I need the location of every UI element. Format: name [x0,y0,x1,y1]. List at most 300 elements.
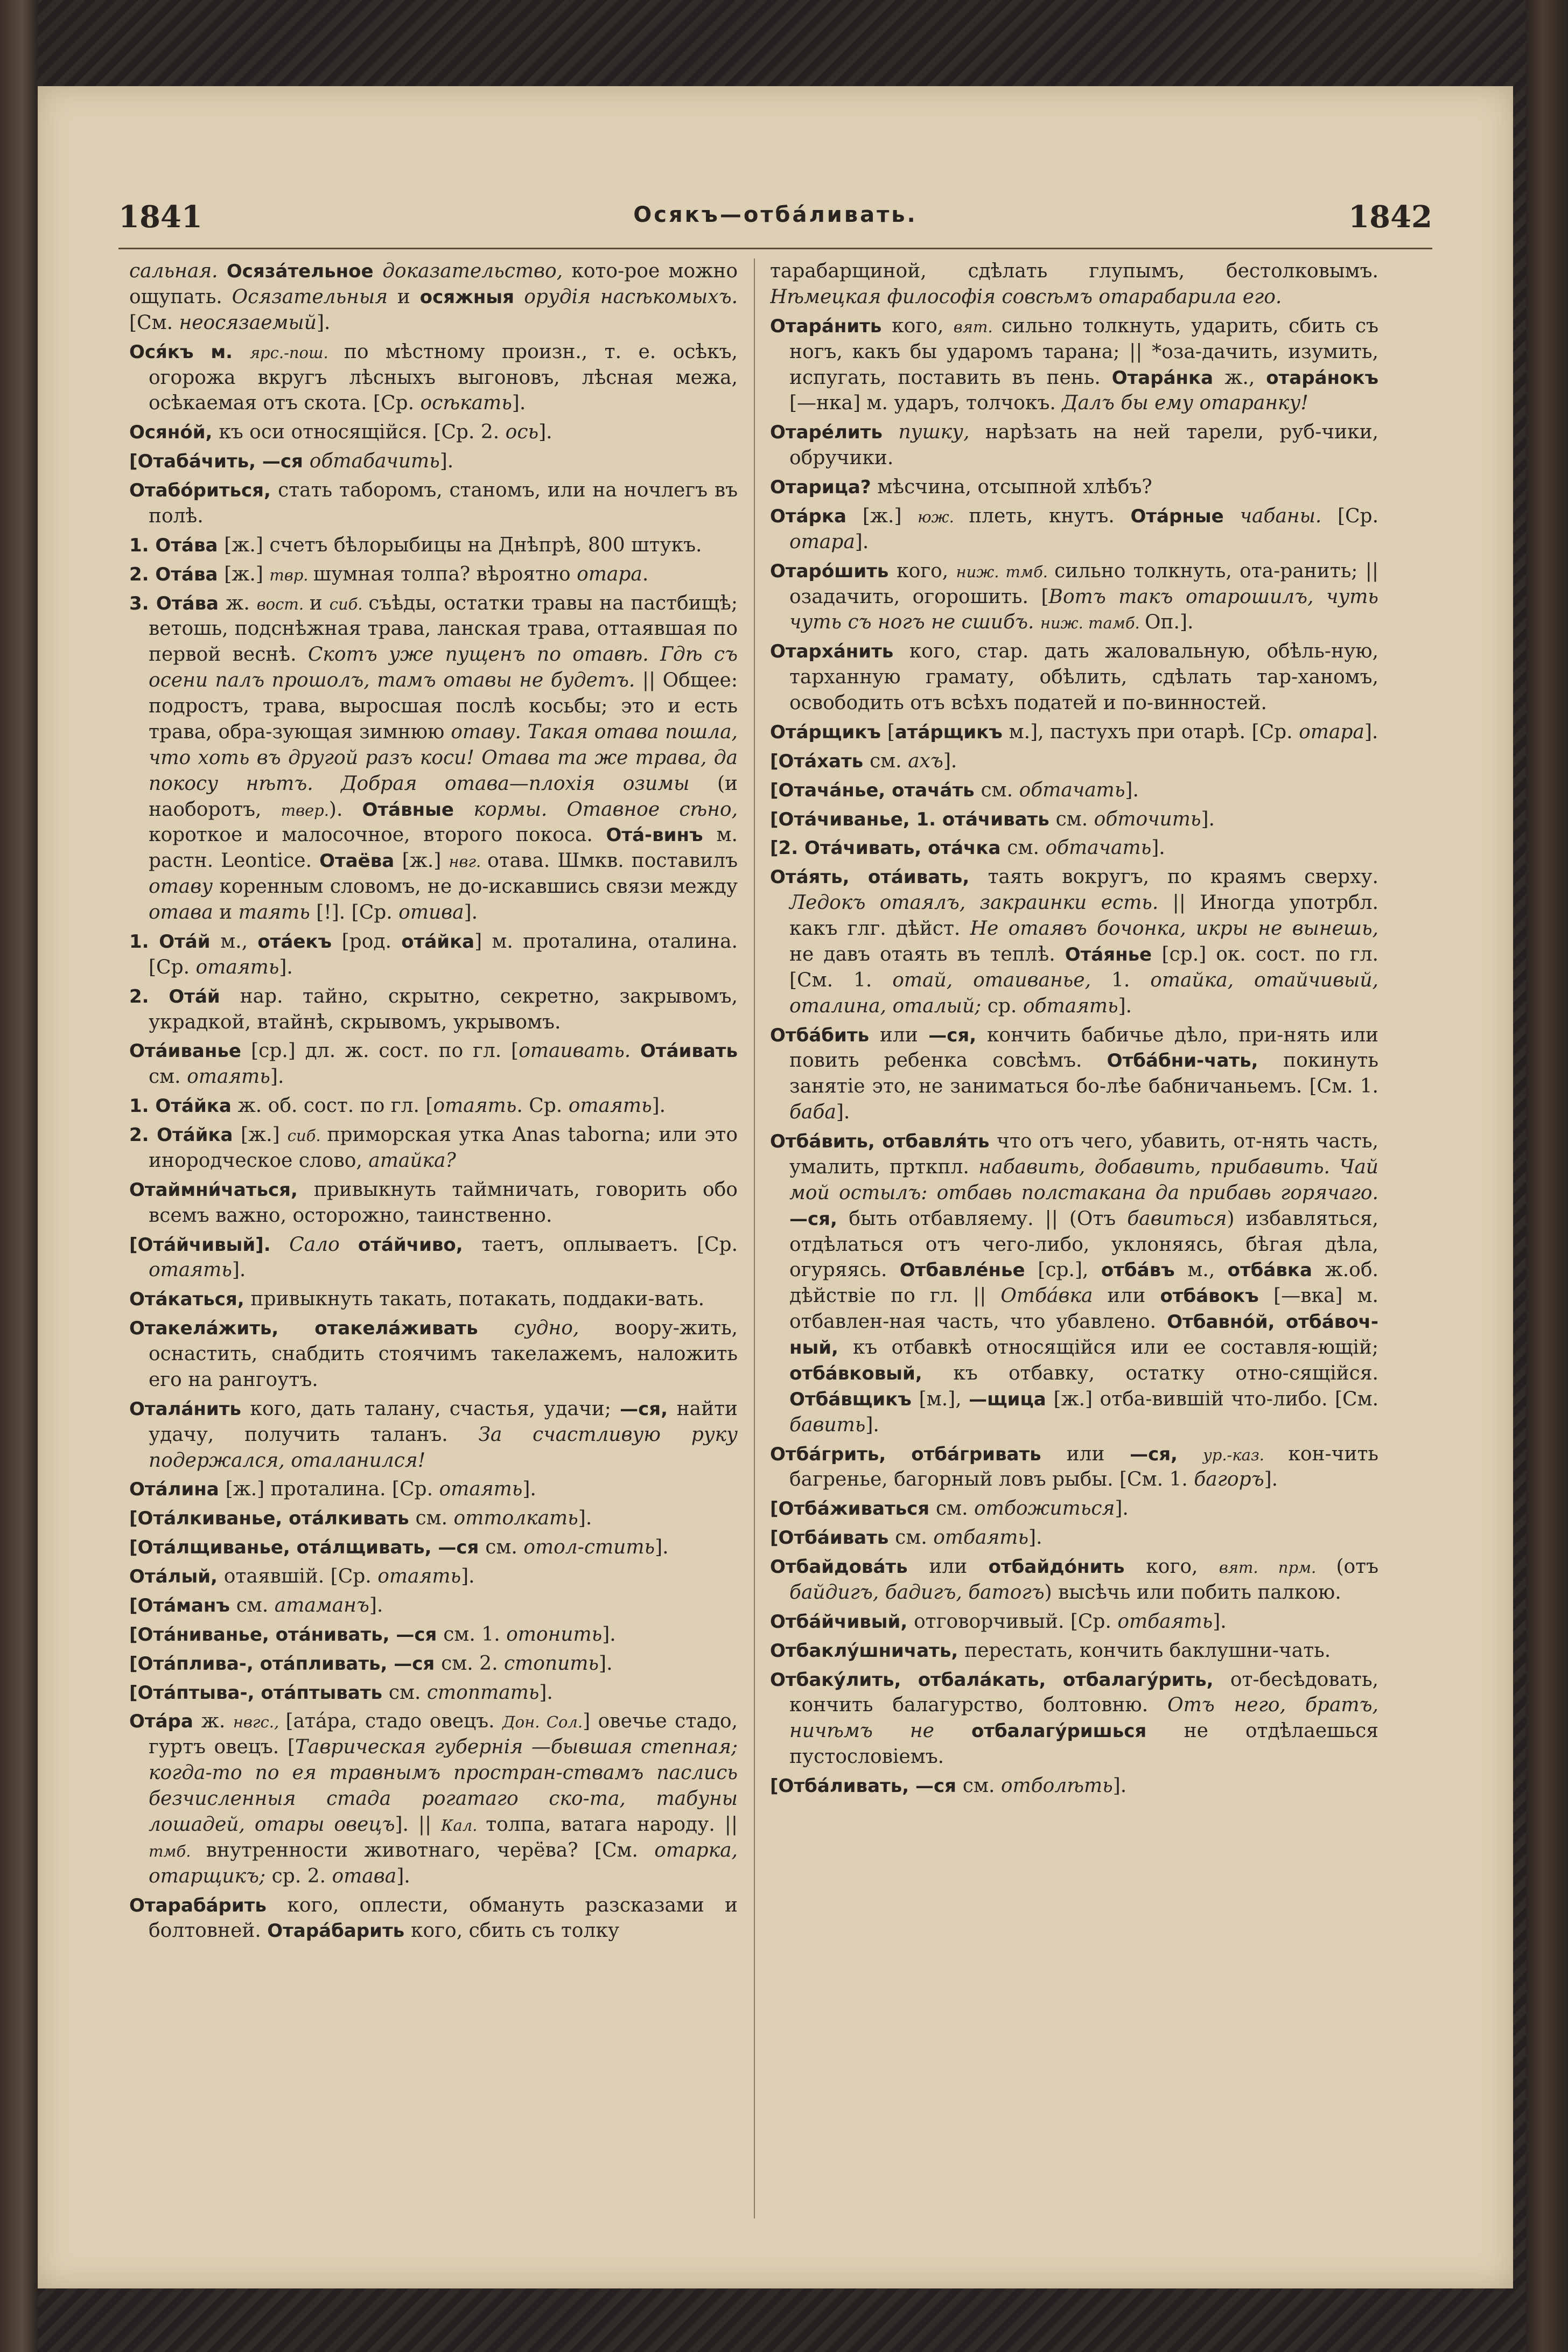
entry-text: не отдѣлаешься пустословіемъ. [789,1720,1378,1768]
entry-text: [ср.], [1038,1259,1101,1282]
entry-text: Отъ него, братъ, ничѣмъ не [789,1694,1378,1742]
entry-text: бавиться [1127,1207,1227,1230]
entry-text: отба́въ [1101,1259,1188,1282]
entry-text: см. [1055,808,1094,830]
dictionary-entry [770,864,1378,1019]
dictionary-entry [770,1667,1378,1770]
entry-text: Отбаклу́шничать, [770,1640,965,1662]
entry-text: Нѣмецкая философія совсѣмъ отарабарила его. [770,285,1282,308]
entry-text: ]. [439,450,454,473]
entry-text: Осязательныя [232,285,397,308]
entry-text: стать таборомъ, станомъ, или на ночлегъ въ полѣ. [149,479,738,527]
entry-text: Отба́йчивый, [770,1611,914,1633]
entry-text: Вотъ такъ отарошилъ, чуть чуть съ ногъ не сшибъ. [789,585,1378,634]
dictionary-entry [129,1622,738,1648]
entry-text: см. [388,1681,427,1704]
entry-text: кого, дать талану, счастья, удачи; [250,1397,620,1420]
entry-text: юж. [918,507,969,526]
entry-text: ]. [1118,995,1132,1017]
entry-text: отаять [195,956,279,978]
entry-text: кон-чить багренье, багорный ловъ рыбы. [См. 1. [789,1443,1378,1491]
dictionary-entry [129,533,738,558]
dictionary-entry [770,778,1378,803]
entry-text: сиб. [287,1126,327,1145]
page-number-right: 1842 [1348,199,1432,235]
entry-text: ]. [1125,779,1139,801]
entry-text: ] м. проталина, оталина. [Ср. [149,930,738,978]
entry-text: Отаро́шить [770,560,897,582]
entry-text: Ота́ивать [640,1040,738,1062]
entry-text: атайка? [368,1149,456,1172]
entry-text: твр. [269,565,313,584]
entry-text: стоптать [426,1681,540,1704]
entry-text: и [309,592,330,614]
entry-text: ]. [1213,1610,1227,1633]
entry-text: Сало [289,1233,358,1256]
entry-text: ота́екъ [257,930,342,953]
entry-text: сиб. [329,594,369,613]
dictionary-entry [129,1506,738,1531]
dictionary-entry [770,719,1378,745]
entry-text: ж. [201,1710,233,1733]
entry-text: отава [332,1865,397,1887]
entry-text: отбаять [933,1527,1029,1549]
entry-text: отаять [377,1565,461,1587]
entry-text: кого, сбить съ толку [411,1920,620,1942]
entry-text: Ота́каться, [129,1289,251,1311]
entry-text: [—вка] м. отбавлен-ная часть, что убавлено. [789,1285,1378,1333]
entry-text: ]. [538,421,552,444]
entry-text: см. [935,1497,975,1520]
entry-text: см. [962,1775,1001,1797]
entry-text: [ж.] [240,1124,288,1146]
dictionary-entry [770,639,1378,716]
entry-text: Отбайдова́ть [770,1556,929,1578]
entry-text: Ота́лый, [129,1566,224,1587]
dictionary-entry [129,984,738,1035]
dictionary-entry [770,419,1378,471]
entry-text: 1. Ота́ва [129,534,225,556]
column-divider [754,258,755,2218]
entry-text: ]. [602,1623,616,1646]
entry-text: баба [789,1101,836,1124]
entry-text: ]. [599,1652,613,1675]
entry-text: см. [149,1066,187,1088]
entry-text: шумная толпа? вѣроятно [313,563,577,585]
entry-text: см. [870,750,908,772]
entry-text: —щица [969,1388,1054,1410]
entry-text: Ота́лина [129,1479,226,1501]
entry-text: ж. [226,592,257,614]
entry-text: Отба́вка [1000,1285,1108,1307]
entry-text: отаявшій. [Ср. [223,1565,378,1587]
entry-text: ота́йка [401,930,475,953]
entry-text: ]. [539,1681,553,1704]
entry-text: отбаять [1117,1610,1213,1633]
entry-text: отарка, отарщикъ; [149,1839,738,1887]
entry-text: обтачать [1045,837,1152,859]
dictionary-entry [770,1638,1378,1664]
entry-text: отаять [568,1095,652,1117]
entry-text: судно, [514,1317,615,1340]
dictionary-entry [770,1609,1378,1635]
book-page [38,86,1513,2288]
entry-text: (отъ [1336,1556,1378,1578]
entry-text: вят. [953,317,1002,336]
entry-text: обтаять [1023,995,1118,1017]
entry-text: вят. прм. [1219,1558,1336,1577]
entry-text: отболѣть [1000,1775,1113,1797]
entry-text: Отбавле́нье [899,1259,1038,1282]
entry-text: отива [398,901,464,923]
entry-text: отаивать. [519,1040,640,1062]
dictionary-entry [770,258,1378,310]
entry-text: ж.об. дѣйствіе по гл. || [789,1259,1378,1307]
entry-text: багоръ [1194,1468,1264,1491]
entry-text: чабаны. [1240,505,1338,527]
entry-text: не давъ отаять въ теплѣ. [789,943,1065,965]
entry-text: найти удачу, получить таланъ. [149,1397,738,1446]
right-column [770,258,1378,2218]
entry-text: обтачать [1019,779,1125,801]
entry-text: м. [211,341,250,363]
entry-text: по мѣстному произн., т. е. осѣкъ, огорожа вкругъ лѣсныхъ выгоновъ, лѣсная межа, осѣкаемая отъ скота. [Ср. [149,340,738,415]
entry-text: 2. Ота́ва [129,563,225,585]
dictionary-entry [129,1232,738,1284]
dictionary-entry [129,1038,738,1090]
entry-text: Отара́барить [267,1920,411,1942]
entry-text: отара [1299,720,1364,743]
book-binding-left [0,0,38,2352]
entry-text: . Ср. [516,1095,569,1117]
entry-text: Отбавно́й, отба́воч-ный, [789,1311,1378,1359]
entry-text: 1. Ота́й [129,930,221,953]
entry-text: Дон. Сол. [502,1713,583,1732]
entry-text: м., [220,930,258,953]
entry-text: [Ота́ниванье, ота́нивать, —ся [129,1623,444,1646]
entry-text: 2. Ота́йка [129,1124,241,1146]
entry-text: [Ота́йчивый]. [129,1234,290,1256]
entry-text: осяжныя [419,286,524,308]
dictionary-entry [770,748,1378,774]
entry-text: см. [981,779,1019,801]
entry-text: Далъ бы ему отаранку! [1062,392,1308,415]
entry-text: атаманъ [274,1594,369,1616]
entry-text: вост. [256,594,310,613]
entry-text: Осяза́тельное [226,261,383,282]
entry-text: ]. [1028,1527,1042,1549]
entry-text: —ся, [1130,1443,1203,1465]
entry-text: кото-рое можно ощупать. [129,260,738,308]
entry-text: ]. [1201,808,1215,830]
entry-text: Таврическая губернія —бывшая степная; когда-то по ея травнымъ простран-ствамъ паслись безчисленныя стада рогатаго ско-та, табуны лошадей, отары овецъ [149,1736,738,1836]
dictionary-entry [129,1593,738,1619]
entry-text: Ота́рные [1130,505,1240,527]
entry-text: Отакела́жить, отакела́живать [129,1318,514,1340]
entry-text: [Отба́живаться [770,1498,936,1520]
entry-text: толпа, ватага народу. || [486,1813,738,1836]
entry-text: ниж. тамб. [1040,614,1145,633]
entry-text: Отаймни́чаться, [129,1179,314,1201]
entry-text: м. растн. Leontice. [149,824,738,872]
entry-text: [род. [341,930,402,953]
entry-text: ж., [1224,366,1266,389]
entry-text: покинуть занятіе это, не заниматься бо-лѣе бабничаньемъ. [См. 1. [789,1049,1378,1098]
entry-text: отаву [149,876,220,898]
entry-text: ]. [461,1565,475,1587]
entry-text: [Ота́манъ [129,1594,236,1616]
entry-text: привыкнуть таймничать, говорить обо всемъ важно, осторожно, таинственно. [149,1178,738,1227]
dictionary-entry [770,1496,1378,1522]
entry-text: [Отача́нье, отача́ть [770,779,981,801]
dictionary-entry [129,449,738,474]
entry-text: [2. Ота́чивать, ота́чка [770,837,1007,859]
entry-text: см. 1. [443,1623,507,1646]
entry-text: нарѣзать на ней тарели, руб-чики, обручики. [789,421,1378,470]
dictionary-entry [129,478,738,529]
entry-text: пушку, [898,421,985,444]
entry-text: байдигъ, бадигъ, батогъ [789,1581,1045,1604]
entry-text: ахъ [908,750,943,772]
entry-text: [м.], [919,1388,969,1410]
dictionary-entry [129,591,738,926]
entry-text: Отба́грить, отба́гривать [770,1443,1067,1465]
entry-text: ]. [855,530,869,553]
entry-text: привыкнуть такать, потакать, поддаки-вать. [250,1288,705,1311]
entry-text: ярс.-пош. [249,343,344,362]
left-column [129,258,738,2218]
entry-text: ]. [270,1066,284,1088]
entry-text: плеть, кнутъ. [969,505,1131,527]
entry-text: ]. [578,1507,592,1530]
entry-text: кого, [1146,1556,1219,1578]
entry-text: отбайдо́нить [988,1556,1146,1578]
entry-text: и [397,285,420,308]
entry-text: см. [415,1507,454,1530]
entry-text: ]. || [395,1813,442,1836]
entry-text: [ж.] счетъ бѣлорыбицы на Днѣпрѣ, 800 штукъ. [224,534,702,556]
entry-text: внутренности животнаго, черёва? [См. [206,1839,655,1861]
entry-text: и [219,901,239,923]
entry-text: воору-жить, оснастить, снабдить стоячимъ такелажемъ, наложить его на рангоутъ. [149,1317,738,1391]
entry-text: 2. Ота́й [129,985,240,1007]
entry-text: таетъ, оплываетъ. [Ср. [481,1233,738,1256]
entry-text: отайка, отайчивый, оталина, оталый; [789,969,1378,1017]
entry-text: [Ота́лщиванье, ота́лщивать, —ся [129,1537,486,1559]
entry-text: отара́нокъ [1266,367,1378,389]
entry-text: ]. [655,1536,669,1559]
entry-text: [ж.] [224,563,270,585]
entry-text: кончить бабичье дѣло, при-нять или повить ребенка совсѣмъ. [789,1024,1378,1072]
entry-text: [Отба́ивать [770,1527,895,1549]
dictionary-entry [770,558,1378,636]
entry-text: ]. [396,1865,410,1887]
entry-text: отара [789,530,855,553]
dictionary-entry [770,1023,1378,1126]
entry-text: ]. [369,1594,383,1616]
page-header [118,199,1432,248]
entry-text: —ся, [928,1024,988,1046]
entry-text: ]. [1264,1468,1278,1491]
entry-text: нвгс., [233,1713,286,1732]
entry-text: [ср.] дл. ж. сост. по гл. [ [251,1040,519,1062]
entry-text: Ота́ра [129,1711,201,1733]
entry-text: тмб. [149,1842,206,1860]
dictionary-entry [129,1315,738,1393]
entry-text: отбалагу́ришься [971,1720,1184,1742]
entry-text: [Ота́чиванье, 1. ота́чивать [770,808,1056,830]
entry-text: ]. [1364,720,1378,743]
entry-text: бавить [789,1413,866,1436]
entry-text: ]. [522,1478,536,1501]
entry-text: Отара́нка [1111,367,1225,389]
entry-text: см. [485,1536,524,1559]
entry-text: или [1066,1443,1130,1465]
entry-text: къ оси относящійся. [Ср. 2. [219,421,506,444]
entry-text: Отба́вщикъ [789,1388,919,1410]
dictionary-entry [129,1476,738,1502]
entry-text: м., [1187,1259,1228,1282]
entry-text: ]. [652,1095,666,1117]
entry-text: ] овечье стадо, гуртъ овецъ. [ [149,1710,738,1759]
dictionary-entry [770,807,1378,832]
dictionary-entry [770,474,1378,500]
entry-text: (и наоборотъ, [149,772,738,821]
entry-text: осѣкать [420,392,512,415]
entry-text: кого, [897,559,956,582]
dictionary-entry [129,258,738,336]
entry-text: [ [887,720,895,743]
entry-text: ]. [464,901,478,923]
entry-text: отаву. Такая отава пошла, что хоть въ другой разъ коси! Отава та же трава, да покосу нѣтъ. Добрая отава—плохія озимы [149,720,738,795]
entry-text: Отарха́нить [770,641,909,663]
dictionary-entry [770,1441,1378,1493]
dictionary-entry [129,1651,738,1677]
entry-text: ата́рщикъ [894,721,1009,743]
entry-text: что отъ чего, убавить, от-нять часть, умалить, прткпл. [789,1130,1378,1178]
entry-text: Отба́бни-чать, [1107,1050,1284,1072]
entry-text: ]. [279,956,293,978]
entry-text: Отала́нить [129,1398,250,1420]
entry-text: ота́йчиво, [358,1234,482,1256]
entry-text: [ж.] отба-вившій что-либо. [См. [1053,1388,1378,1410]
entry-text: отай, отаиванье, [892,969,1111,991]
entry-text: м.], пастухъ при отарѣ. [Ср. [1009,720,1299,743]
header-rule [118,248,1432,249]
entry-text: Ота́рщикъ [770,721,887,743]
entry-text: . [642,563,649,585]
entry-text: ) избавляться, отдѣлаться отъ чего-либо, уклоняясь, бѣгая дѣла, огуряясь. [789,1207,1378,1282]
entry-text: Отарица? [770,477,878,498]
dictionary-entry [770,1129,1378,1438]
entry-text: или [879,1024,929,1046]
entry-text: [Ота́птыва-, ота́птывать [129,1682,389,1704]
entry-text: набавить, добавить, прибавить. Чай мой остылъ: отбавь полстакана да прибавь горячаго. [789,1156,1378,1204]
dictionary-entry [129,1396,738,1474]
entry-text: [Ота́хать [770,750,870,772]
entry-text: За счастливую руку подержался, оталанился! [149,1423,738,1472]
entry-text: отонить [506,1623,603,1646]
dictionary-entry [129,1893,738,1944]
entry-text: кого, оплести, обмануть разсказами и болтовней. [149,1894,738,1942]
running-title: Осякъ—отба́ливать. [633,202,918,227]
entry-text: кого, стар. дать жаловальную, обѣль-ную, тарханную грамату, обѣлить, сдѣлать тар-ханомъ, освободить отъ всѣхъ податей и по-винностей. [789,640,1378,714]
entry-text: обтабачить [309,450,440,473]
entry-text: [См. [129,311,179,334]
entry-text: см. [895,1527,934,1549]
entry-text: отара [577,563,642,585]
entry-text: сильно толкнуть, ударить, сбить съ ногъ, какъ бы ударомъ тарана; || *оза-дачить, изумить, испугать, поставить въ пень. [789,314,1378,389]
entry-text: ]. [512,392,526,415]
dictionary-entry [770,1773,1378,1799]
entry-text: [ж.] [862,505,918,527]
entry-text: таять вокругъ, по краямъ сверху. [988,866,1378,888]
entry-text: приморская утка Anas taborna; или это инородческое слово, [149,1124,738,1172]
page-number-left: 1841 [118,199,202,235]
entry-text: перестать, кончить баклушни-чать. [964,1639,1331,1662]
entry-text: къ отбавкѣ относящійся или ее составля-ющій; [852,1336,1378,1359]
entry-text: мѣсчина, отсыпной хлѣбъ? [877,476,1152,498]
entry-text: [ж.] [402,850,449,872]
entry-text: Ота́рка [770,505,863,527]
entry-text: [Ота́плива-, ота́пливать, —ся [129,1653,442,1675]
entry-text: или [1107,1285,1160,1307]
entry-text: [Ср. [1337,505,1378,527]
entry-text: ур.-каз. [1202,1445,1289,1464]
dictionary-entry [129,419,738,445]
entry-text: отаять [439,1478,523,1501]
entry-text: отава. Шмкв. поставилъ [487,850,738,872]
entry-text: [ж.] проталина. [Ср. [225,1478,439,1501]
entry-text: быть отбавляему. || (Отъ [849,1207,1128,1230]
dictionary-entry [129,1680,738,1706]
entry-text: см. [236,1594,275,1616]
entry-text: Скотъ уже пущенъ по отавѣ. Гдѣ съ осени палъ прошолъ, тамъ отавы не будетъ. [149,643,738,692]
entry-text: Ота́иванье [129,1040,251,1062]
entry-text: отаять [187,1066,270,1088]
entry-text: таять [238,901,317,923]
entry-text: Кал. [441,1816,486,1835]
entry-text: къ отбавку, остатку отно-сящійся. [953,1362,1378,1384]
entry-text: см. [1007,837,1046,859]
entry-text: твер. [281,801,329,820]
entry-text: Ледокъ отаялъ, закраинки есть. [789,892,1173,914]
entry-text: нар. тайно, скрытно, секретно, закрывомъ, украдкой, втайнѣ, скрывомъ, укрывомъ. [149,985,738,1033]
entry-text: ]. [232,1259,246,1282]
dictionary-entry [770,1525,1378,1551]
dictionary-entry [129,1535,738,1560]
entry-text: ]. [865,1413,879,1436]
entry-text: ниж. тмб. [956,562,1055,581]
entry-text: Отаёва [319,850,402,872]
entry-text: Отараба́рить [129,1894,288,1916]
entry-text: Оп.]. [1145,611,1194,634]
entry-text: нвг. [449,852,488,871]
entry-text: Отабо́риться, [129,480,278,501]
entry-text: [ата́ра, стадо овецъ. [285,1710,503,1733]
entry-text: съѣды, остатки травы на пастбищѣ; ветошь, подснѣжная трава, ланская трава, оттаявшая по первой веснѣ. [149,592,738,666]
entry-text: ) высѣчь или побить палкою. [1044,1581,1341,1604]
entry-text: отбожиться [974,1497,1115,1520]
entry-text: Отба́вить, отбавля́ть [770,1131,997,1152]
entry-text: || Иногда употрбл. какъ глг. дѣйст. [789,892,1378,940]
entry-text: 1. [1111,969,1151,991]
entry-text: 3. Ота́ва [129,592,226,614]
entry-text: ось [505,421,539,444]
entry-text: Осяно́й, [129,422,219,444]
entry-text: ж. об. сост. по гл. [ [237,1095,433,1117]
entry-text: сильно толкнуть, ота-ранить; || озадачить, огорошить. [ [789,559,1378,608]
